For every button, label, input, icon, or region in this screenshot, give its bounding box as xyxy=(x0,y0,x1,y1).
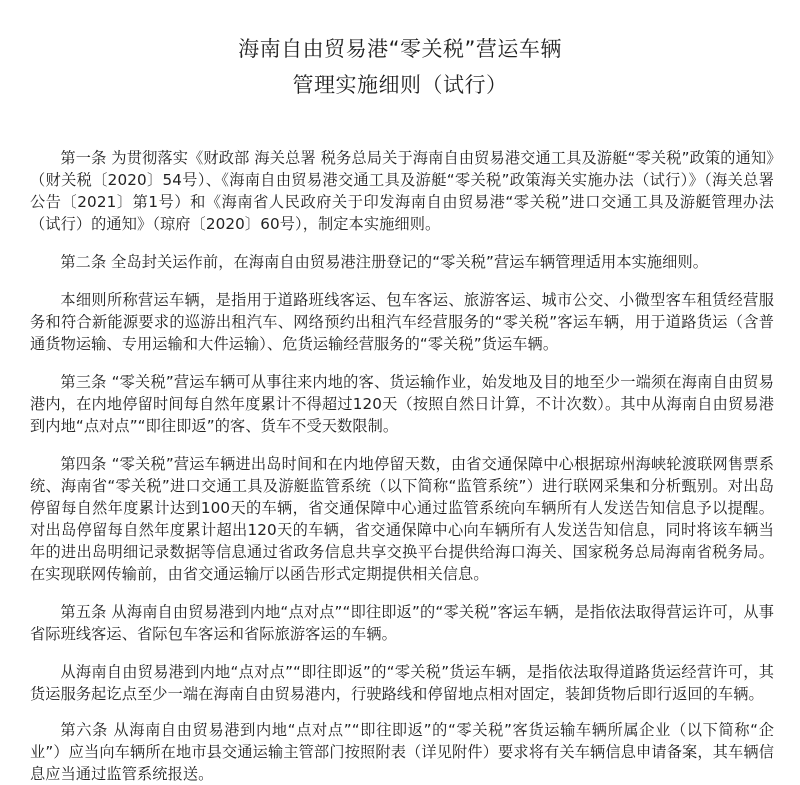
freight-vehicle-definition-paragraph: 从海南自由贸易港到内地“点对点”“即往即返”的“零关税”货运车辆，是指依法取得道路货运经营许可，其货运服务起讫点至少一端在海南自由贸易港内，行驶路线和停留地点相对固定，装卸货物后即行返回的车辆。 xyxy=(30,663,774,703)
operating-vehicle-definition-paragraph: 本细则所称营运车辆，是指用于道路班线客运、包车客运、旅游客运、城市公交、小微型客车租赁经营服务和符合新能源要求的巡游出租汽车、网络预约出租汽车经营服务的“零关税”客运车辆，用于道路货运（含普通货物运输、专用运输和大件运输）、危货运输经营服务的“零关税”货运车辆。 xyxy=(30,291,774,353)
article-2-paragraph: 第二条 全岛封关运作前，在海南自由贸易港注册登记的“零关税”营运车辆管理适用本实施细则。 xyxy=(60,253,709,271)
document-body xyxy=(0,147,800,785)
article-3-paragraph: 第三条 “零关税”营运车辆可从事往来内地的客、货运输作业，始发地及目的地至少一端须在海南自由贸易港内，在内地停留时间每自然年度累计不得超过120天（按照自然日计算，不计次数）。其中从海南自由贸易港到内地“点对点”“即往即返”的客、货车不受天数限制。 xyxy=(30,373,774,435)
article-5-paragraph: 第五条 从海南自由贸易港到内地“点对点”“即往即返”的“零关税”客运车辆，是指依法取得营运许可，从事省际班线客运、省际包车客运和省际旅游客运的车辆。 xyxy=(30,603,774,643)
article-4-paragraph: 第四条 “零关税”营运车辆进出岛时间和在内地停留天数，由省交通保障中心根据琼州海峡轮渡联网售票系统、海南省“零关税”进口交通工具及游艇监管系统（以下简称“监管系统”）进行联网采集和分析甄别。对出岛停留每自然年度累计达到100天的车辆，省交通保障中心通过监管系统向车辆所有人发送告知信息予以提醒。对出岛停留每自然年度累计超出120天的车辆，省交通保障中心向车辆所有人发送告知信息，同时将该车辆当年的进出岛明细记录数据等信息通过省政务信息共享交换平台提供给海口海关、国家税务总局海南省税务局。在实现联网传输前，由省交通运输厅以函告形式定期提供相关信息。 xyxy=(30,455,774,583)
article-1-paragraph: 第一条 为贯彻落实《财政部 海关总署 税务总局关于海南自由贸易港交通工具及游艇“零关税”政策的通知》（财关税〔2020〕54号）、《海南自由贸易港交通工具及游艇“零关税”政策海关实施办法（试行）》（海关总署公告〔2021〕第1号）和《海南省人民政府关于印发海南自由贸易港“零关税”进口交通工具及游艇管理办法（试行）的通知》（琼府〔2020〕60号），制定本实施细则。 xyxy=(30,149,774,233)
document-page xyxy=(0,32,800,783)
document-title-line2: 管理实施细则（试行） xyxy=(292,73,508,97)
article-6-paragraph: 第六条 从海南自由贸易港到内地“点对点”“即往即返”的“零关税”客货运输车辆所属企业（以下简称“企业”）应当向车辆所在地市县交通运输主管部门按照附表（详见附件）要求将有关车辆信息申请备案，其车辆信息应当通过监管系统报送。 xyxy=(30,721,774,783)
document-title-line1: 海南自由贸易港“零关税”营运车辆 xyxy=(238,37,562,61)
